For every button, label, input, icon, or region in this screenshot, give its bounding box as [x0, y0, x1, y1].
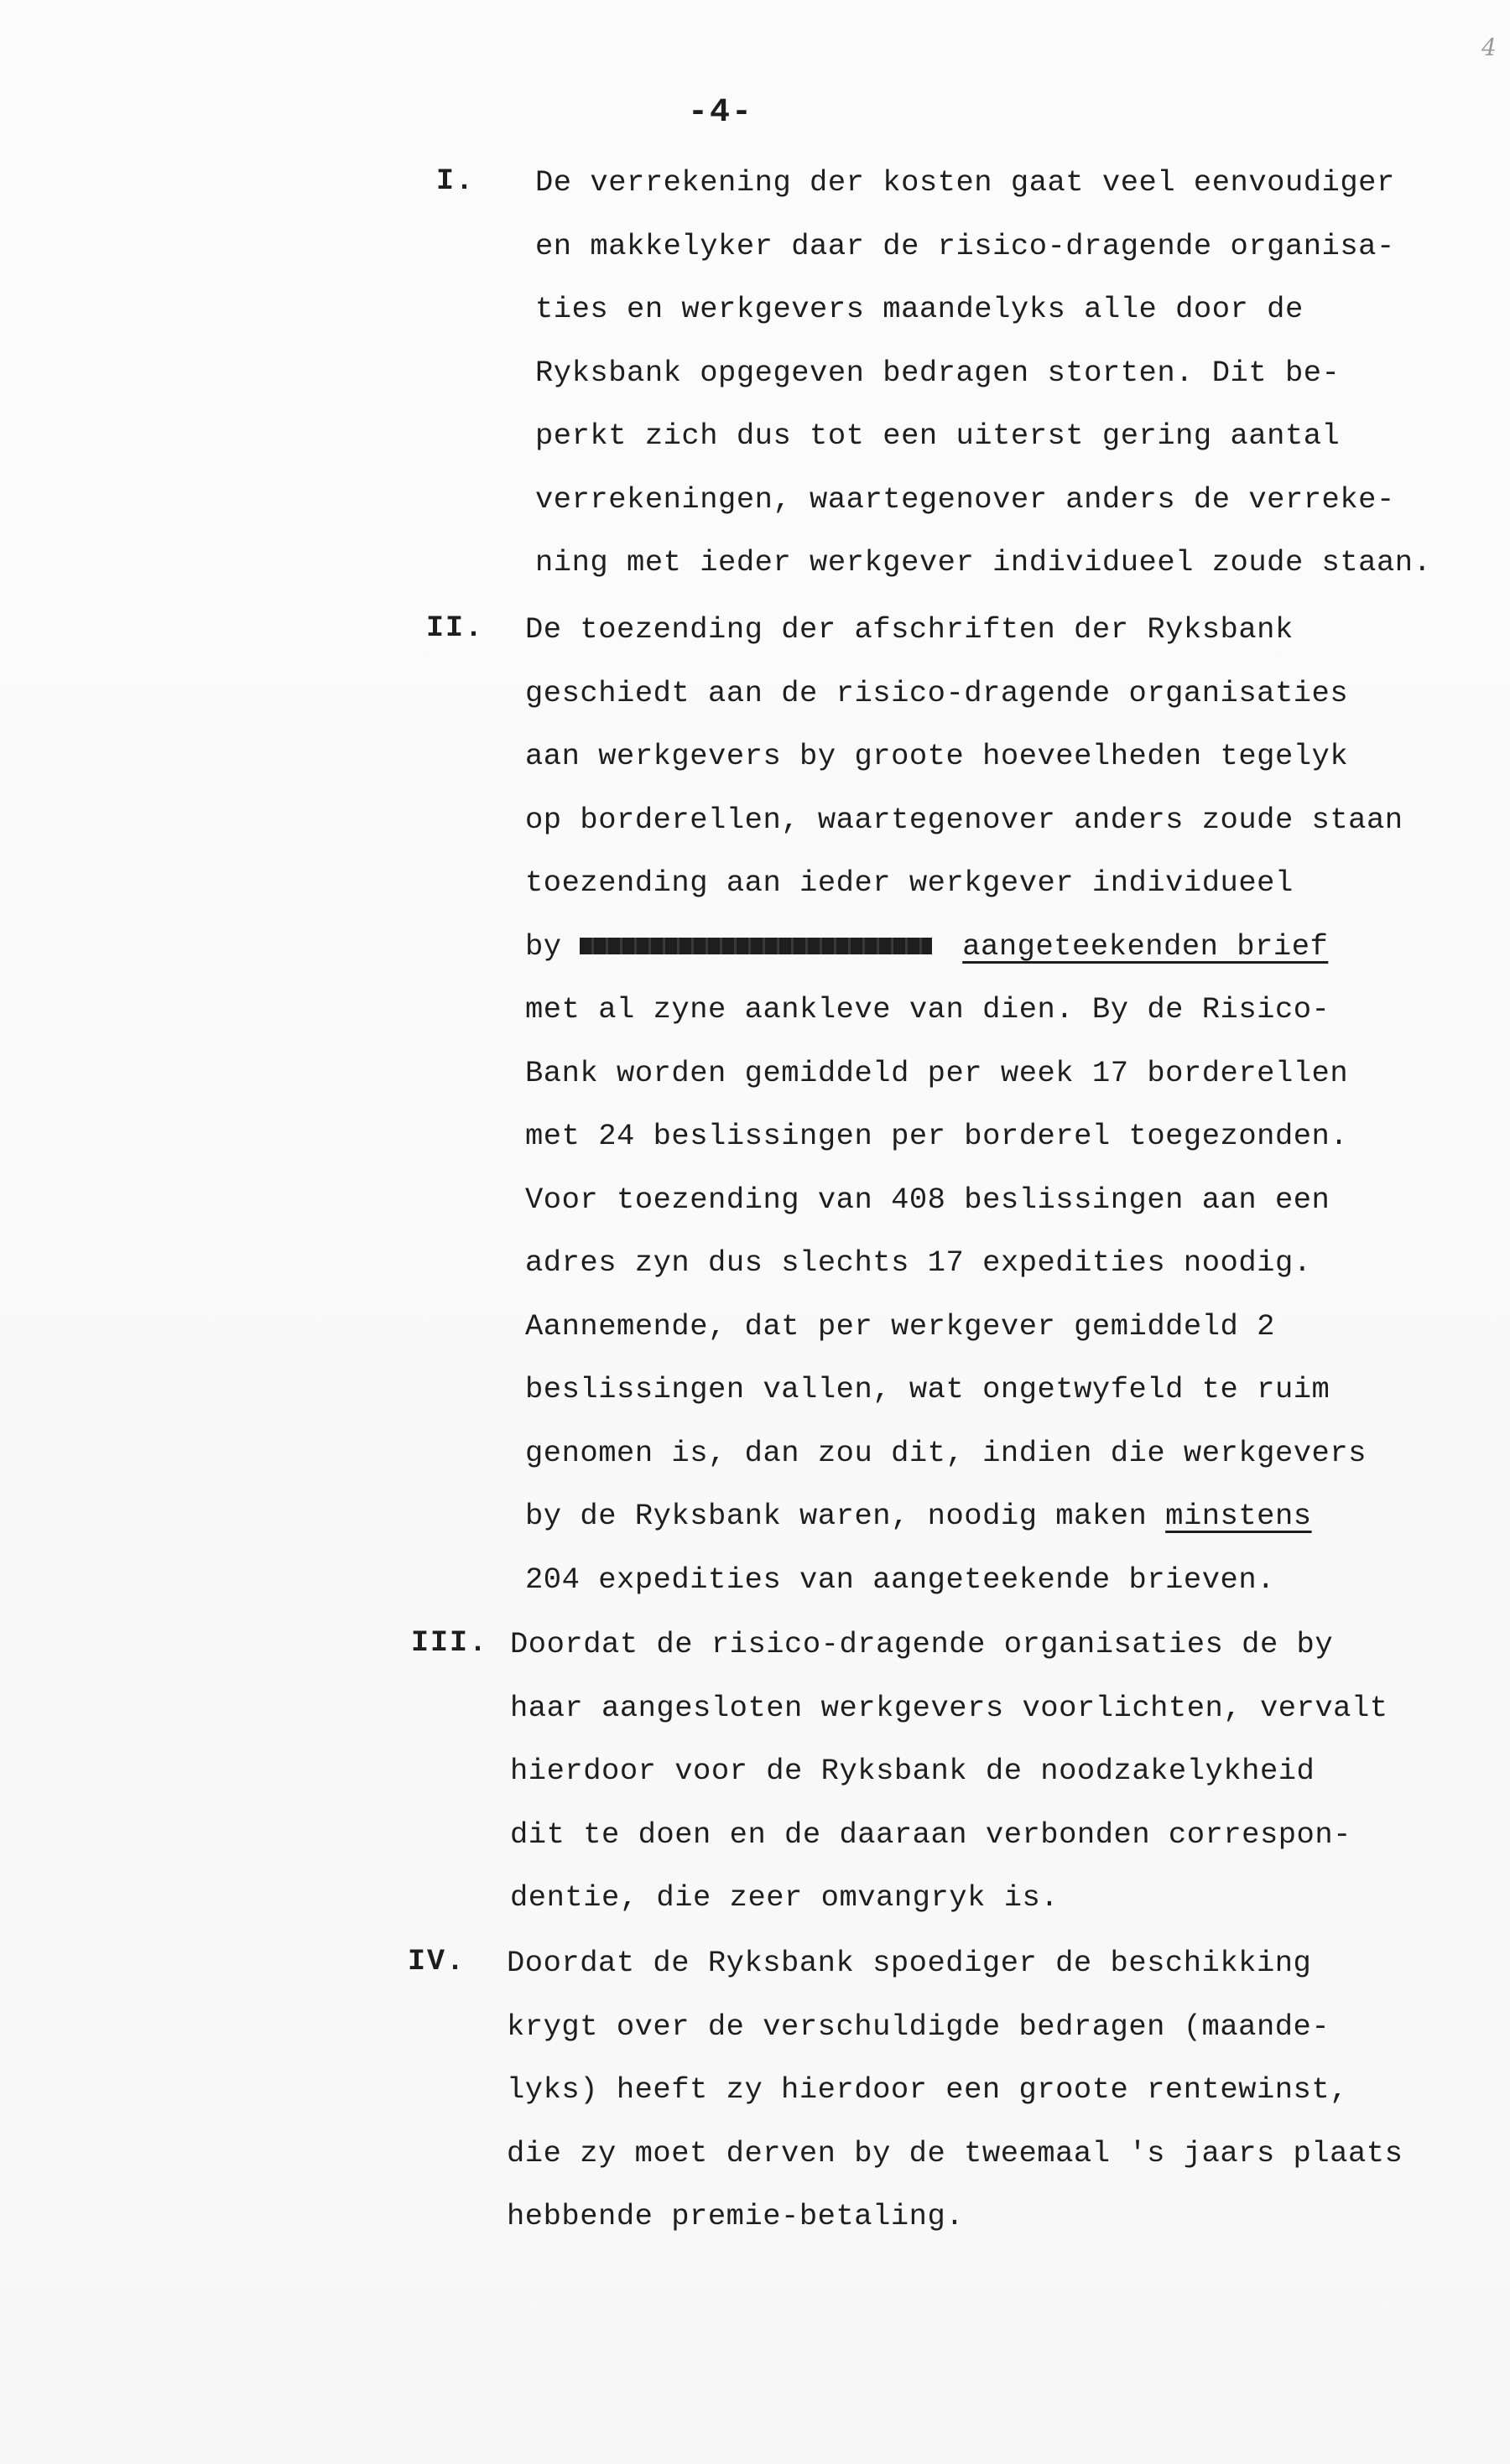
line-text: by: [525, 928, 562, 964]
text-line: Doordat de risico-dragende organisaties de by: [510, 1627, 1334, 1661]
section-numeral: IV.: [408, 1945, 466, 1978]
text-line: geschiedt aan de risico-dragende organisaties: [525, 675, 1349, 710]
text-line: De verrekening der kosten gaat veel eenvoudiger: [535, 165, 1395, 200]
text-line-with-underline: [525, 1484, 1403, 1548]
text-line: adres zyn dus slechts 17 expedities noodig.: [525, 1245, 1312, 1280]
text-line: Voor toezending van 408 beslissingen aan een: [525, 1182, 1330, 1217]
text-line: en makkelyker daar de risico-dragende organisa-: [535, 228, 1395, 263]
text-line: genomen is, dan zou dit, indien die werkgevers: [525, 1435, 1367, 1470]
text-line: dit te doen en de daaraan verbonden correspon-: [510, 1817, 1351, 1852]
section-numeral: III.: [411, 1626, 489, 1660]
page-number: -4-: [688, 94, 754, 132]
text-line: op borderellen, waartegenover anders zoude staan: [525, 802, 1403, 837]
text-line: beslissingen vallen, wat ongetwyfeld te ruim: [525, 1372, 1330, 1406]
text-line: perkt zich dus tot een uiterst gering aantal: [535, 418, 1341, 453]
underlined-text: aangeteekenden brief: [962, 928, 1329, 964]
text-line: hierdoor voor de Ryksbank de noodzakelykheid: [510, 1754, 1315, 1788]
text-line: Aannemende, dat per werkgever gemiddeld 2: [525, 1308, 1275, 1344]
section-numeral: II.: [426, 611, 485, 645]
text-line: lyks) heeft zy hierdoor een groote rentewinst,: [507, 2072, 1348, 2107]
text-line: 204 expedities van aangeteekende brieven.: [525, 1562, 1275, 1597]
text-line: Bank worden gemiddeld per week 17 borderellen: [525, 1055, 1349, 1090]
text-line: haar aangesloten werkgevers voorlichten, vervalt: [510, 1690, 1388, 1725]
text-line: De toezending der afschriften der Ryksbank: [525, 612, 1294, 647]
text-line: Doordat de Ryksbank spoediger de beschikking: [507, 1946, 1312, 1980]
underlined-text: minstens: [1165, 1499, 1312, 1533]
struck-out-text: [580, 938, 932, 954]
text-line: met al zyne aankleve van dien. By de Risico-: [525, 992, 1330, 1027]
text-line: met 24 beslissingen per borderel toegezonden.: [525, 1119, 1349, 1153]
line-text: by de Ryksbank waren, noodig maken: [525, 1499, 1148, 1533]
text-line: dentie, die zeer omvangryk is.: [510, 1880, 1060, 1915]
text-line: Ryksbank opgegeven bedragen storten. Dit be-: [535, 355, 1341, 390]
text-line: krygt over de verschuldigde bedragen (maande-: [507, 2009, 1330, 2044]
text-line: verrekeningen, waartegenover anders de verreke-: [535, 481, 1395, 517]
text-line: die zy moet derven by de tweemaal 's jaars plaats: [507, 2135, 1403, 2170]
section-numeral: I.: [436, 164, 476, 198]
text-line: hebbende premie-betaling.: [507, 2199, 965, 2233]
text-line: aan werkgevers by groote hoeveelheden tegelyk: [525, 739, 1349, 773]
text-line-with-strikeout: [525, 915, 1403, 979]
text-line: toezending aan ieder werkgever individueel: [525, 866, 1294, 900]
text-line: ties en werkgevers maandelyks alle door de: [535, 292, 1304, 326]
page-corner-mark: 4: [1481, 34, 1497, 61]
text-line: ning met ieder werkgever individueel zoude staan.: [535, 545, 1432, 580]
